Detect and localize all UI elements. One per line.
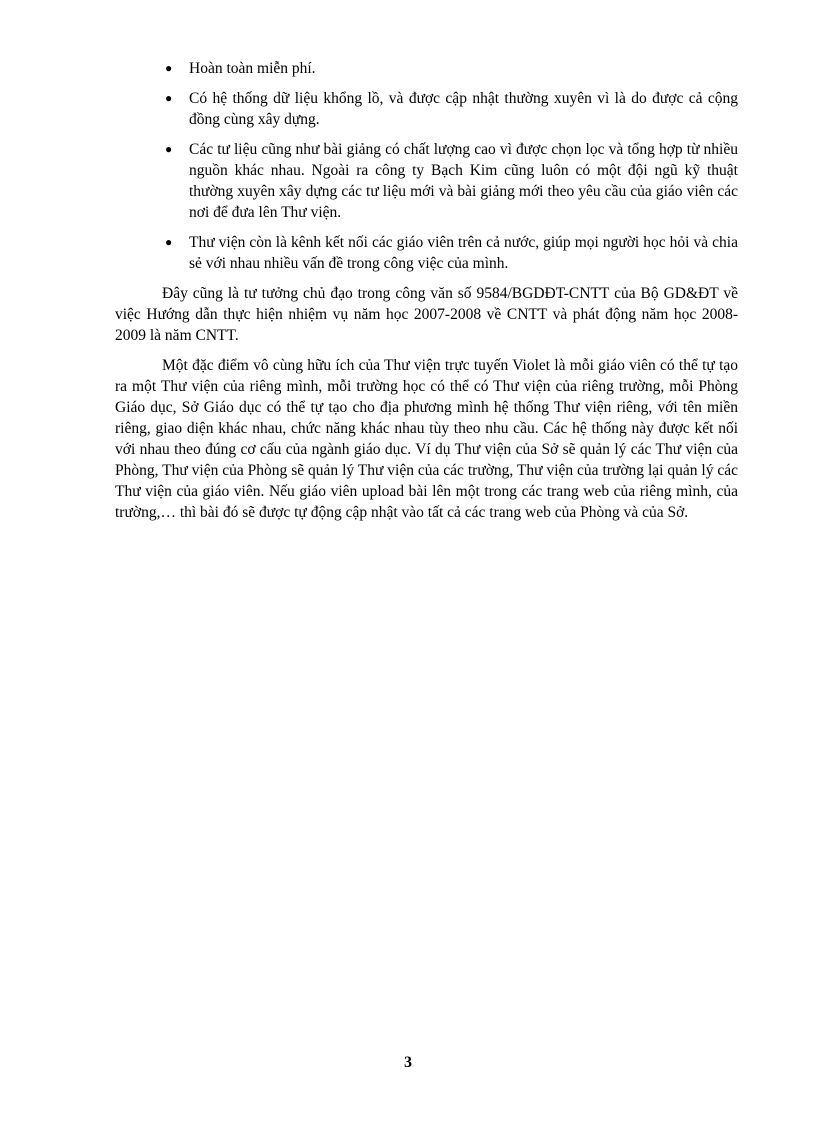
bullet-icon: ●	[165, 61, 173, 75]
bullet-icon: ●	[165, 235, 173, 249]
list-item	[115, 58, 738, 79]
bullet-text: Có hệ thống dữ liệu khổng lồ, và được cập nhật thường xuyên vì là do được cả cộng đồng cùng xây dựng.	[189, 90, 738, 128]
page-number: 3	[404, 1054, 412, 1071]
list-item	[115, 88, 738, 130]
bullet-list	[115, 58, 738, 274]
bullet-text: Hoàn toàn miễn phí.	[189, 60, 316, 77]
list-item	[115, 232, 738, 274]
bullet-text: Các tư liệu cũng như bài giảng có chất lượng cao vì được chọn lọc và tổng hợp từ nhiều nguồn khác nhau. Ngoài ra công ty Bạch Kim cũng luôn có một đội ngũ kỹ thuật thường xuyên xây dựng các tư liệu mới và bài giảng mới theo yêu cầu của giáo viên các nơi để đưa lên Thư viện.	[189, 141, 738, 221]
page-content	[115, 58, 738, 532]
bullet-icon: ●	[165, 91, 173, 105]
bullet-icon: ●	[165, 142, 173, 156]
bullet-text: Thư viện còn là kênh kết nối các giáo viên trên cả nước, giúp mọi người học hỏi và chia sẻ với nhau nhiều vấn đề trong công việc của mình.	[189, 234, 738, 272]
paragraph-violet-library: Một đặc điểm vô cùng hữu ích của Thư viện trực tuyến Violet là mỗi giáo viên có thể tự tạo ra một Thư viện của riêng mình, mỗi trường học có thể có Thư viện của riêng trường, mỗi Phòng Giáo dục, Sở Giáo dục có thể tự tạo cho địa phương mình hệ thống Thư viện riêng, với tên miền riêng, giao diện khác nhau, chức năng khác nhau tùy theo nhu cầu. Các hệ thống này được kết nối với nhau theo đúng cơ cấu của ngành giáo dục. Ví dụ Thư viện của Sở sẽ quản lý các Thư viện của Phòng, Thư viện của Phòng sẽ quản lý Thư viện của các trường, Thư viện của trường lại quản lý các Thư viện của giáo viên. Nếu giáo viên upload bài lên một trong các trang web của riêng mình, của trường,… thì bài đó sẽ được tự động cập nhật vào tất cả các trang web của Phòng và của Sở.	[115, 357, 738, 521]
paragraph-directive: Đây cũng là tư tưởng chủ đạo trong công văn số 9584/BGDĐT-CNTT của Bộ GD&ĐT về việc Hướng dẫn thực hiện nhiệm vụ năm học 2007-2008 về CNTT và phát động năm học 2008-2009 là năm CNTT.	[115, 285, 738, 344]
list-item	[115, 139, 738, 223]
